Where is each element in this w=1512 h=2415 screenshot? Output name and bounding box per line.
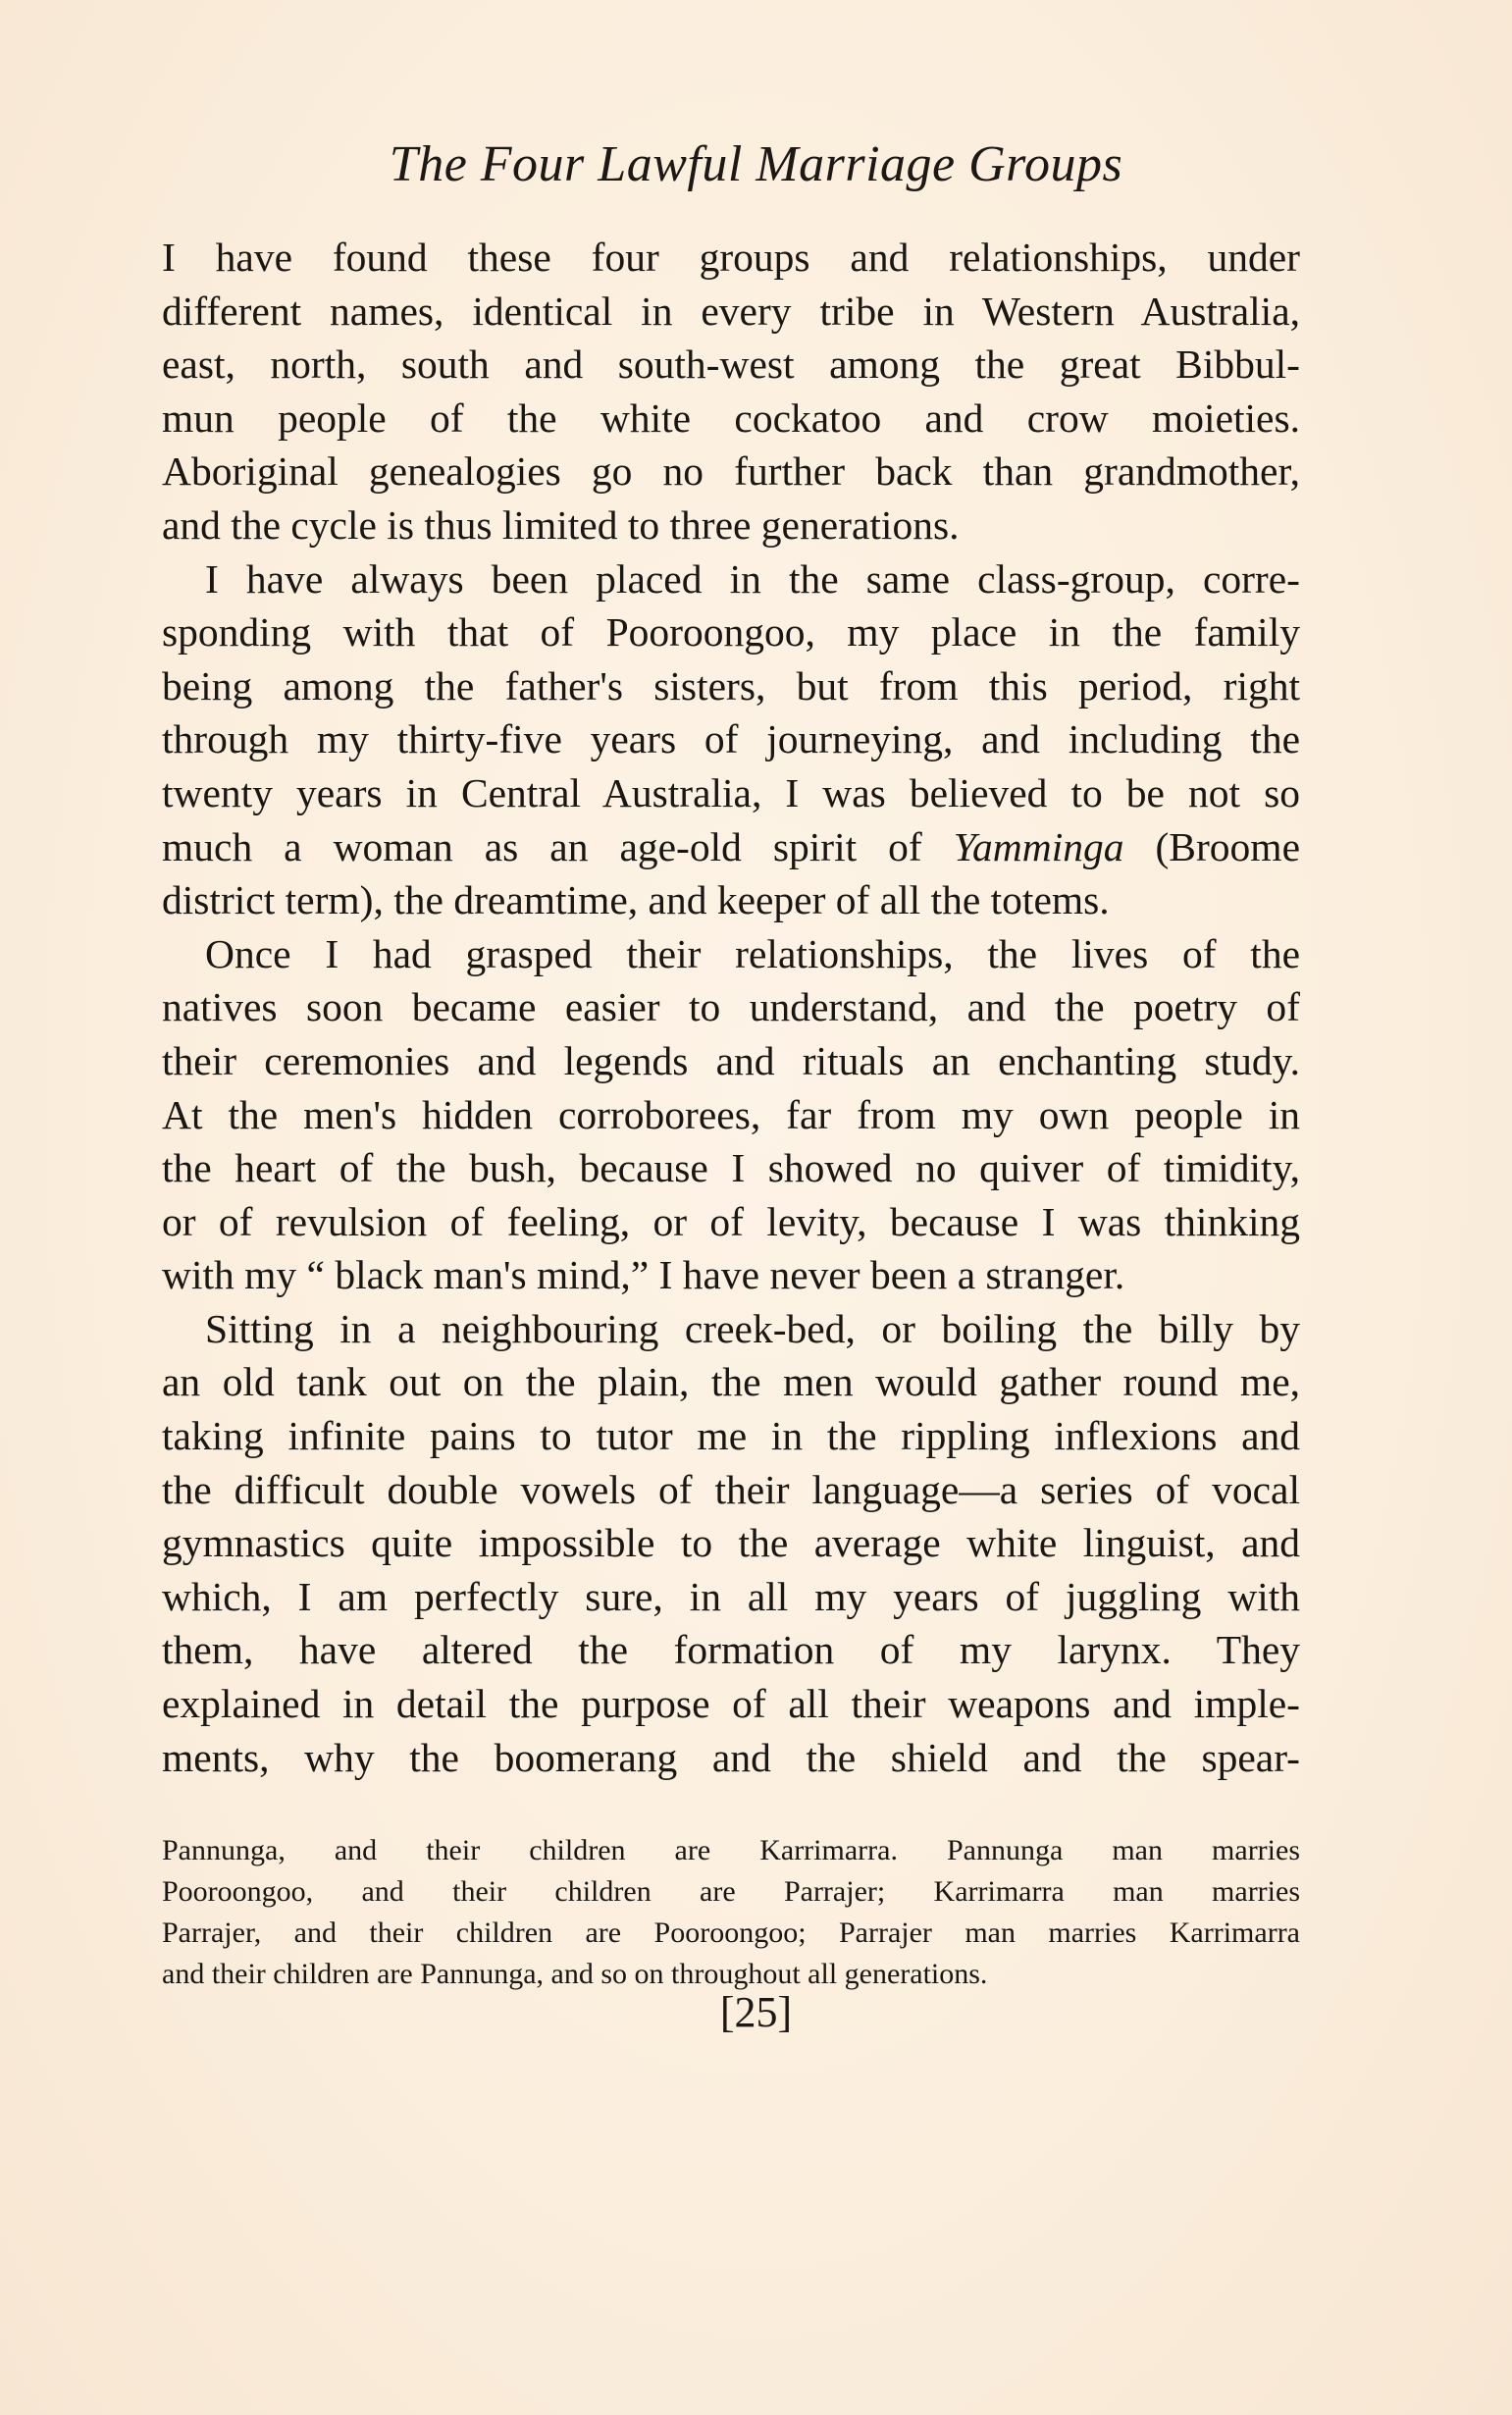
paragraph-4 <box>162 1302 1300 1784</box>
footnote <box>162 1830 1300 1995</box>
body-text <box>162 231 1300 1784</box>
text-line: the heart of the bush, because I showed no quiver of timidity, <box>162 1145 1300 1191</box>
page-number: [25] <box>719 1988 793 2036</box>
text-line: mun people of the white cockatoo and crow moieties. <box>162 394 1300 441</box>
footnote-line: and their children are Pannunga, and so on throughout all generations. <box>162 1958 988 1990</box>
text-line: with my “ black man's mind,” I have never been a stranger. <box>162 1252 1125 1298</box>
text-line: taking infinite pains to tutor me in the rippling inflexions and <box>162 1413 1300 1459</box>
text-line: twenty years in Central Australia, I was believed to be not so <box>162 769 1300 815</box>
text-line: an old tank out on the plain, the men would gather round me, <box>162 1359 1300 1405</box>
text-line: Once I had grasped their relationships, the lives of the <box>205 930 1300 976</box>
text-line: east, north, south and south-west among the great Bibbul- <box>162 341 1300 388</box>
text-line: I have always been placed in the same class-group, corre- <box>205 555 1300 602</box>
text-line: much a woman as an age-old spirit of Yamminga (Broome <box>162 823 1300 869</box>
text-line: explained in detail the purpose of all their weapons and imple- <box>162 1681 1300 1727</box>
text-line: or of revulsion of feeling, or of levity, because I was thinking <box>162 1198 1300 1244</box>
text-line: district term), the dreamtime, and keeper of all the totems. <box>162 877 1110 923</box>
text-line: being among the father's sisters, but from this period, right <box>162 662 1300 709</box>
footnote-line: Pooroongoo, and their children are Parrajer; Karrimarra man marries <box>162 1875 1300 1908</box>
text-line: I have found these four groups and relationships, under <box>162 235 1300 280</box>
text-line: them, have altered the formation of my larynx. They <box>162 1627 1300 1673</box>
footnote-line: Pannunga, and their children are Karrimarra. Pannunga man marries <box>162 1834 1300 1866</box>
text-line: gymnastics quite impossible to the average white linguist, and <box>162 1520 1300 1566</box>
footnote-line: Parrajer, and their children are Pooroongoo; Parrajer man marries Karrimarra <box>162 1916 1300 1949</box>
text-line: At the men's hidden corroborees, far from my own people in <box>162 1091 1300 1137</box>
text-line: and the cycle is thus limited to three generations. <box>162 501 960 548</box>
text-line: through my thirty-five years of journeying, and including the <box>162 716 1300 762</box>
text-line: their ceremonies and legends and rituals an enchanting study. <box>162 1037 1300 1083</box>
paragraph-1 <box>162 231 1300 552</box>
text-line: ments, why the boomerang and the shield and the spear- <box>162 1734 1300 1780</box>
text-line: Sitting in a neighbouring creek-bed, or boiling the billy by <box>205 1305 1300 1351</box>
paragraph-2 <box>162 552 1300 927</box>
italic-term: Yamminga <box>953 823 1124 869</box>
text-line: which, I am perfectly sure, in all my years of juggling with <box>162 1573 1300 1619</box>
running-head: The Four Lawful Marriage Groups <box>389 136 1123 192</box>
text-line: natives soon became easier to understand, and the poetry of <box>162 984 1300 1030</box>
text-line: the difficult double vowels of their language—a series of vocal <box>162 1466 1300 1512</box>
paragraph-3 <box>162 927 1300 1302</box>
text-line: different names, identical in every tribe in Western Australia, <box>162 288 1300 334</box>
text-line: sponding with that of Pooroongoo, my place in the family <box>162 609 1300 656</box>
text-line: Aboriginal genealogies go no further back than grandmother, <box>162 448 1300 495</box>
